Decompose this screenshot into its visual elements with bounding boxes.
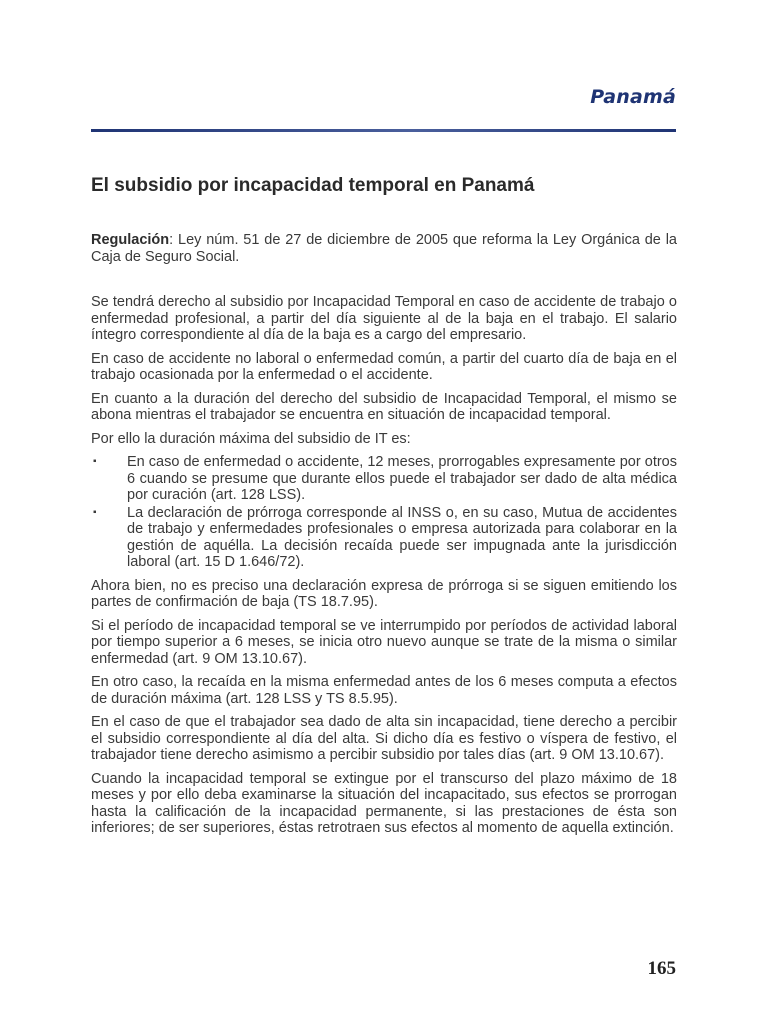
square-bullet-icon: ▪ xyxy=(93,456,97,467)
document-title: El subsidio por incapacidad temporal en Panamá xyxy=(91,175,535,196)
list-item-text: En caso de enfermedad o accidente, 12 meses, prorrogables expresamente por otros 6 cuando se presume que durante ellos puede el trabajador ser dado de alta médica por curación (art. 128 LSS). xyxy=(127,454,677,503)
duration-bullet-list xyxy=(91,454,677,571)
paragraph: En caso de accidente no laboral o enfermedad común, a partir del cuarto día de baja en el trabajo ocasionada por la enfermedad o el accidente. xyxy=(91,350,677,383)
list-item xyxy=(91,505,677,571)
paragraph: En cuanto a la duración del derecho del subsidio de Incapacidad Temporal, el mismo se abona mientras el trabajador se encuentra en situación de incapacidad temporal. xyxy=(91,390,677,423)
paragraph: En el caso de que el trabajador sea dado de alta sin incapacidad, tiene derecho a percibir el subsidio correspondiente al día del alta. Si dicho día es festivo o víspera de festivo, el trabajador tiene derecho asimismo a percibir subsidio por tales días (art. 9 OM 13.10.67). xyxy=(91,714,677,763)
regulation-text: : Ley núm. 51 de 27 de diciembre de 2005 que reforma la Ley Orgánica de la Caja de Seguro Social. xyxy=(91,232,677,265)
header-country-title: Panamá xyxy=(590,86,676,108)
paragraph: En otro caso, la recaída en la misma enfermedad antes de los 6 meses computa a efectos de duración máxima (art. 128 LSS y TS 8.5.95). xyxy=(91,674,677,707)
paragraph: Por ello la duración máxima del subsidio de IT es: xyxy=(91,430,411,447)
square-bullet-icon: ▪ xyxy=(93,506,97,518)
page-number: 165 xyxy=(647,958,676,979)
paragraph: Ahora bien, no es preciso una declaración expresa de prórroga si se siguen emitiendo los partes de confirmación de baja (TS 18.7.95). xyxy=(91,577,677,610)
paragraph: Se tendrá derecho al subsidio por Incapacidad Temporal en caso de accidente de trabajo o enfermedad profesional, a partir del día siguiente al de la baja en el trabajo. El salario íntegro correspondiente al día de la baja es a cargo del empresario. xyxy=(91,294,677,343)
regulation-label: Regulación xyxy=(91,232,170,248)
paragraph: Cuando la incapacidad temporal se extingue por el transcurso del plazo máximo de 18 meses y por ello deba examinarse la situación del incapacitado, sus efectos se prorrogan hasta la calificación de la incapacidad permanente, si las prestaciones de ésta son inferiores; de ser superiores, éstas retrotraen sus efectos al momento de aquella extinción. xyxy=(91,770,677,836)
list-item xyxy=(91,454,677,504)
document-body xyxy=(91,173,677,844)
list-item-text: La declaración de prórroga corresponde al INSS o, en su caso, Mutua de accidentes de trabajo y enfermedades profesionales o empresa autorizada para colaborar en la gestión de aquélla. La decisión recaída puede ser impugnada ante la jurisdicción laboral (art. 15 D 1.646/72). xyxy=(127,504,677,570)
header-divider xyxy=(91,129,676,132)
regulation-paragraph xyxy=(91,232,677,265)
paragraph: Si el período de incapacidad temporal se ve interrumpido por períodos de actividad laboral por tiempo superior a 6 meses, se inicia otro nuevo aunque se trate de la misma o similar enfermedad (art. 9 OM 13.10.67). xyxy=(91,617,677,667)
